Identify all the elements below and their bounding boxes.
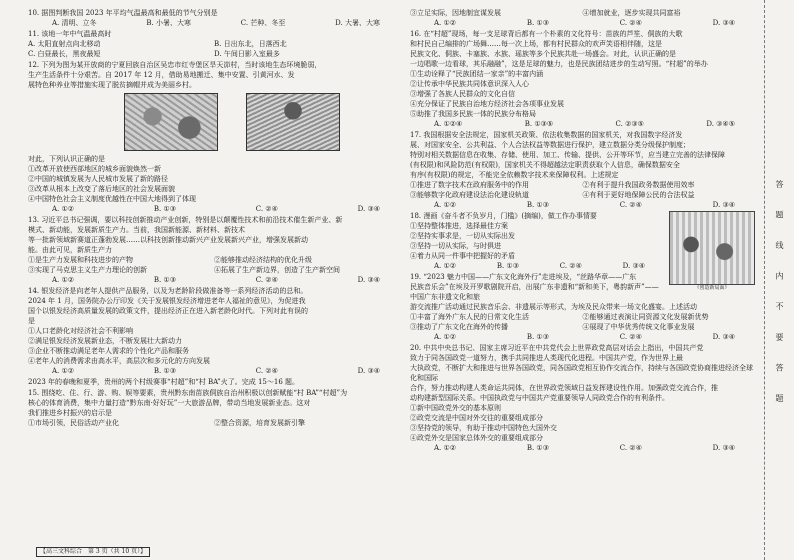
option-item: ②有利于提升我国政务数据使用效率 — [582, 181, 695, 189]
question-text: 一边唱歌一边看球，其乐融融”，这是足球的魅力，也是民族团结进步的生动写照。“村超”的举办 — [410, 60, 708, 68]
question-text: 致力于同各国政党一道努力，携手共同推进人类现代化进程。中国共产党，作为世界上最 — [410, 354, 683, 362]
option-item: ③立足实际，因地制宜谋发展 — [410, 9, 501, 17]
option-item: D. 午间日影入室最多 — [214, 50, 280, 58]
answer-choice: A. ①② — [434, 201, 457, 209]
option-item: ④增加就业，逐步实现共同富裕 — [582, 9, 681, 17]
statement: ④政党外交是国家总体外交的重要组成部分 — [410, 434, 543, 442]
question-text: 和村民自己编排的广场舞……每一次上场，都有村民群众的欢声笑语相伴随，这是 — [410, 40, 662, 48]
statement: ④老年人的消费需求由高水平，高层次和多元化的方向发展 — [28, 357, 210, 365]
answer-options — [410, 200, 755, 210]
option-row — [28, 39, 400, 49]
question-text: 2024 年 1 月，国务院办公厅印发《关于发展银发经济增进老年人福祉的意见》，为促进我 — [28, 297, 306, 305]
answer-options — [410, 119, 755, 129]
question-text: 特别对相关数据信息在收集、存储、使用、加工、传输、提供、公开等环节，应当建立完善的法律保障 — [410, 151, 725, 159]
statement: ④着力从同一件事中把握好的矛盾 — [410, 252, 515, 260]
answer-choice: B. ①③ — [153, 205, 176, 213]
option-item: ③推动了广东文化在海外的传播 — [410, 323, 508, 331]
answer-choice: A. ①② — [434, 262, 457, 270]
answer-choice: B. ①③ — [153, 276, 176, 284]
question-text: 民族音乐会”在埃及开罗歌剧院开启，出展广东非遗和“新和美下，粤韵新声”——中国广东非遗文化和旅 — [410, 283, 659, 301]
answer-choice: A. ①② — [52, 205, 75, 213]
question-text: 核心的体育消费，集中力量打造“黔东南·好好玩”一大旅游品牌，带动当地发展新业态。这对 — [28, 399, 311, 407]
option-item: ①市场引领，民俗活动产业化 — [28, 419, 119, 427]
question-q17 — [410, 130, 755, 210]
answer-choice: B. ①③⑤ — [524, 120, 554, 128]
question-text: 展特色种养业等措施实现了脱贫摘帽并成为美丽乡村。 — [28, 81, 196, 89]
statement: ③坚持一切从实际，与时俱进 — [410, 242, 501, 250]
option-row — [28, 49, 400, 59]
question-text: 大执政党，不断扩大和推进与世界各国政党，同各国政党相互协作交流合作，持续与各国政党协商推进经济全球化和国际 — [410, 364, 753, 382]
answer-choice: D. ③④ — [712, 444, 735, 452]
statement: ①人口老龄化对经济社会不利影响 — [28, 327, 133, 335]
statement: ①生动诠释了“民族团结一家亲”的丰富内涵 — [410, 70, 544, 78]
answer-options — [410, 443, 755, 453]
right-column — [410, 8, 755, 454]
statement: 对此，下列认识正确的是 — [28, 155, 105, 163]
answer-choice: D. ③④ — [712, 19, 735, 27]
answer-choice: A. ①② — [434, 444, 457, 452]
answer-options — [28, 18, 400, 28]
statement: ④充分保证了民族自治地方经济社会各项事业发展 — [410, 100, 564, 108]
answer-choice: B. 小暑、大寒 — [146, 19, 191, 27]
statement: ①改革开放使西部地区的城乡面貌焕然一新 — [28, 165, 161, 173]
option-item: B. 日出东北，日落西北 — [214, 40, 287, 48]
option-item: ②整合资源，培育发展新引擎 — [214, 419, 305, 427]
answer-choice: C. ②④ — [619, 19, 642, 27]
option-item: ③能够数字化政府建设法治化建设轨道 — [410, 191, 529, 199]
cartoon-image — [669, 211, 755, 285]
answer-options — [28, 204, 400, 214]
photo-pair — [124, 93, 400, 151]
question-q10 — [28, 8, 400, 28]
answer-choice: C. ②④ — [619, 201, 642, 209]
question-text: 展、对国家安全、公共利益、个人合法权益等数据进行保护，建立数据分类分级保护制度； — [410, 141, 690, 149]
question-text: 10. 据图判断我国 2023 年平均气温最高和最低的节气分别是 — [28, 9, 218, 17]
answer-choice: A. ①② — [52, 367, 75, 375]
answer-choice: B. ①③ — [526, 333, 549, 341]
answer-choice: D. ③④ — [357, 276, 380, 284]
margin-note: 答 题 线 内 不 要 答 题 — [775, 180, 784, 412]
option-item: C. 白昼最长，黑夜最短 — [28, 50, 101, 58]
answer-choice: C. ②④ — [255, 367, 278, 375]
question-text: 生产生活条件十分艰苦。自 2017 年 12 月，借助易地搬迁、集中安置、引黄河水、发 — [28, 71, 295, 79]
question-text: 我们推进乡村振兴的启示是 — [28, 409, 112, 417]
question-q14 — [28, 286, 400, 376]
answer-options — [28, 275, 400, 285]
cartoon-caption: 《创造新局面》 — [694, 285, 730, 291]
statement: ③增强了各族人民群众的文化自信 — [410, 90, 515, 98]
statement: ⑤助推了我国多民族一体的民族分布格局 — [410, 110, 536, 118]
statement: ①坚持整体推进，选择最佳方案 — [410, 222, 508, 230]
photo-after — [246, 93, 340, 151]
option-item: ④拓展了生产新边界，创造了生产新空间 — [214, 266, 340, 274]
question-text: 19. “2023 魅力中国——广东文化海外行”走进埃及，“丝路华章——广东 — [410, 273, 637, 281]
option-row — [28, 255, 400, 265]
answer-choice: A. ①② — [434, 333, 457, 341]
binding-line — [764, 0, 765, 560]
option-item: A. 太阳直射点向北移动 — [28, 40, 101, 48]
question-passage — [28, 377, 400, 387]
statement: ②中国的城镇发展为人民城市发展了新的路径 — [28, 175, 168, 183]
question-text: 模式、新动能，发展新质生产力。当前，我国新能源、新材料、新技术 — [28, 226, 245, 234]
option-row — [28, 418, 400, 428]
answer-choice: A. ①② — [434, 19, 457, 27]
option-row — [410, 322, 755, 332]
question-text: 18. 漫画《奋斗者不负岁月，门槛》(摘编)，做工作办事情要 — [410, 212, 597, 220]
question-text: 2023 年的春晚和夏季，贵州的两个村级赛事“村超”和“村 BA”火了。完成 15～16 题。 — [28, 378, 300, 386]
option-item: ①推进了数字技术在政府服务中的作用 — [410, 181, 529, 189]
answer-choice: D. ③④ — [622, 262, 645, 270]
question-q12 — [28, 60, 400, 214]
answer-choice: C. ②④ — [559, 262, 582, 270]
answer-options — [410, 18, 755, 28]
answer-options — [410, 261, 665, 271]
answer-choice: C. 芒种、冬至 — [240, 19, 286, 27]
statement: ②坚持实事求是，一切从实际出发 — [410, 232, 515, 240]
option-row — [410, 190, 755, 200]
question-text: 20. 中共中央总书记、国家主席习近平在中共党代会上世界政党高层对话会上指出，中国共产党 — [410, 344, 704, 352]
question-q20 — [410, 343, 755, 453]
answer-choice: C. ②④ — [255, 205, 278, 213]
statement: ②政党交流是中国对外交往的重要组成部分 — [410, 414, 543, 422]
answer-choice: B. ①③ — [153, 367, 176, 375]
statement: ②满足银发经济发展新业态，不断发展壮大新动力 — [28, 337, 182, 345]
cartoon-figure — [669, 211, 755, 292]
question-q16 — [410, 29, 755, 129]
question-q15b — [410, 8, 755, 28]
answer-choice: B. ①③ — [526, 444, 549, 452]
statement: ④中国特色社会主义制度优越性在中国大地得到了体现 — [28, 195, 196, 203]
question-text: 能。由此可见，新质生产力 — [28, 246, 112, 254]
question-text: 是 — [28, 317, 35, 325]
statement: ①新中国政党外交的基本原则 — [410, 404, 501, 412]
question-q11 — [28, 29, 400, 59]
question-text: 12. 下列为图为某开放商的宁夏回族自治区吴忠市红寺堡区旱天峁村，当时该地生态环境脆弱， — [28, 61, 322, 69]
question-text: 游交流推广活动通过民族音乐会、非遗展示等形式，为埃及民众带来一场文化盛宴。上述活动 — [410, 303, 697, 311]
question-text: 民族文化、侗族、卡塞族、水族、瑶族等多个民族共赴一场盛会。对此，认识正确的是 — [410, 50, 676, 58]
answer-choice: D. ③④ — [357, 205, 380, 213]
question-text: 国个以银发经济高质量发展的政策文件，提出经济正在进入新老龄化时代。下列对此有误的 — [28, 307, 308, 315]
question-text: (有权限)和风险防范(有权限)，国家机关不得超越法定职责获取个人信息，确保数据安全 — [410, 161, 680, 169]
question-text: 17. 我国根据安全法规定，国家机关政策、依法收集数据的国家机关，对我国数字经济发 — [410, 131, 683, 139]
photo-before — [124, 93, 218, 151]
answer-choice: D. 大暑、大寒 — [335, 19, 380, 27]
answer-choice: D. ③④ — [357, 367, 380, 375]
option-row — [410, 312, 755, 322]
answer-options — [410, 332, 755, 342]
option-item: ④展现了中华优秀传统文化事业发展 — [582, 323, 695, 331]
answer-choice: D. ③④ — [712, 201, 735, 209]
question-text: 动构建新型国际关系。中国执政党与中国共产党重要领导人同政党合作的有利条件。 — [410, 394, 669, 402]
option-item: ①丰富了海外广东人民的日常文化生活 — [410, 313, 529, 321]
question-q15 — [28, 388, 400, 428]
answer-choice: A. ①②④ — [434, 120, 463, 128]
question-text: 有序(有权限)的规定，不能完全依赖数字技术来保障权利。上述规定 — [410, 171, 619, 179]
page-footer: 【高三文科综合 第 3 页（共 10 页）】 — [36, 547, 150, 557]
option-item: ②能够推动经济结构的优化升级 — [214, 256, 312, 264]
statement: ③企业不断推动满足老年人需求的个性化产品和服务 — [28, 347, 189, 355]
question-text: 11. 该地一年中气温最高时 — [28, 30, 112, 38]
answer-choice: C. ②④ — [255, 276, 278, 284]
question-text: 15. 围绕吃、住、行、游、购、娱等要素，贵州黔东南苗族侗族自治州积极以创新赋能“村 BA”“村超”为 — [28, 389, 348, 397]
option-row — [410, 8, 755, 18]
option-row — [28, 265, 400, 275]
answer-choice: A. ①② — [52, 276, 75, 284]
question-text: 13. 习近平总书记强调，要以科技创新推动产业创新，特别是以颠覆性技术和前沿技术催生新产业、新 — [28, 216, 343, 224]
answer-choice: B. ①③ — [496, 262, 519, 270]
question-text: 16. 在“村超”现场，每一支足球背后都有一个朴素的文化符号：苗族的芦笙、侗族的大歌 — [410, 30, 683, 38]
question-q13 — [28, 215, 400, 285]
answer-choice: B. ①③ — [526, 19, 549, 27]
option-item: ③实现了马克思主义生产力理论的创新 — [28, 266, 147, 274]
answer-choice: C. ②④ — [619, 444, 642, 452]
answer-choice: C. ②③⑤ — [615, 120, 644, 128]
statement: ③改革从根本上改变了落后地区的社会发展面貌 — [28, 185, 175, 193]
answer-options — [28, 366, 400, 376]
left-column — [28, 8, 400, 429]
statement: ②让传承中华民族共同体意识深入人心 — [410, 80, 529, 88]
question-text: 合作，努力推动构建人类命运共同体，在世界政党领域日益发挥建设性作用。加强政党交流合作，推 — [410, 384, 718, 392]
option-item: ②能够通过表演让同资源文化发展新优势 — [582, 313, 709, 321]
option-item: ①是生产力发展和科技进步的产物 — [28, 256, 133, 264]
answer-choice: D. ③④ — [712, 333, 735, 341]
question-text: 14. 银发经济是向老年人提供产品服务，以及为老龄阶段做准备等一系列经济活动的总和。 — [28, 287, 308, 295]
answer-choice: B. ①③ — [526, 201, 549, 209]
option-item: ④有利于更好地保障公民的合法权益 — [582, 191, 695, 199]
statement: ③坚持党的领导，有助于推动中国特色大国外交 — [410, 424, 557, 432]
answer-choice: C. ②④ — [619, 333, 642, 341]
question-text: 等一批新领域新赛道正蓬勃发展……以科技创新推动新兴产业发展新兴产业，增强发展新动 — [28, 236, 308, 244]
option-row — [410, 180, 755, 190]
answer-choice: D. ③④⑤ — [706, 120, 735, 128]
answer-choice: A. 清明、立冬 — [52, 19, 97, 27]
